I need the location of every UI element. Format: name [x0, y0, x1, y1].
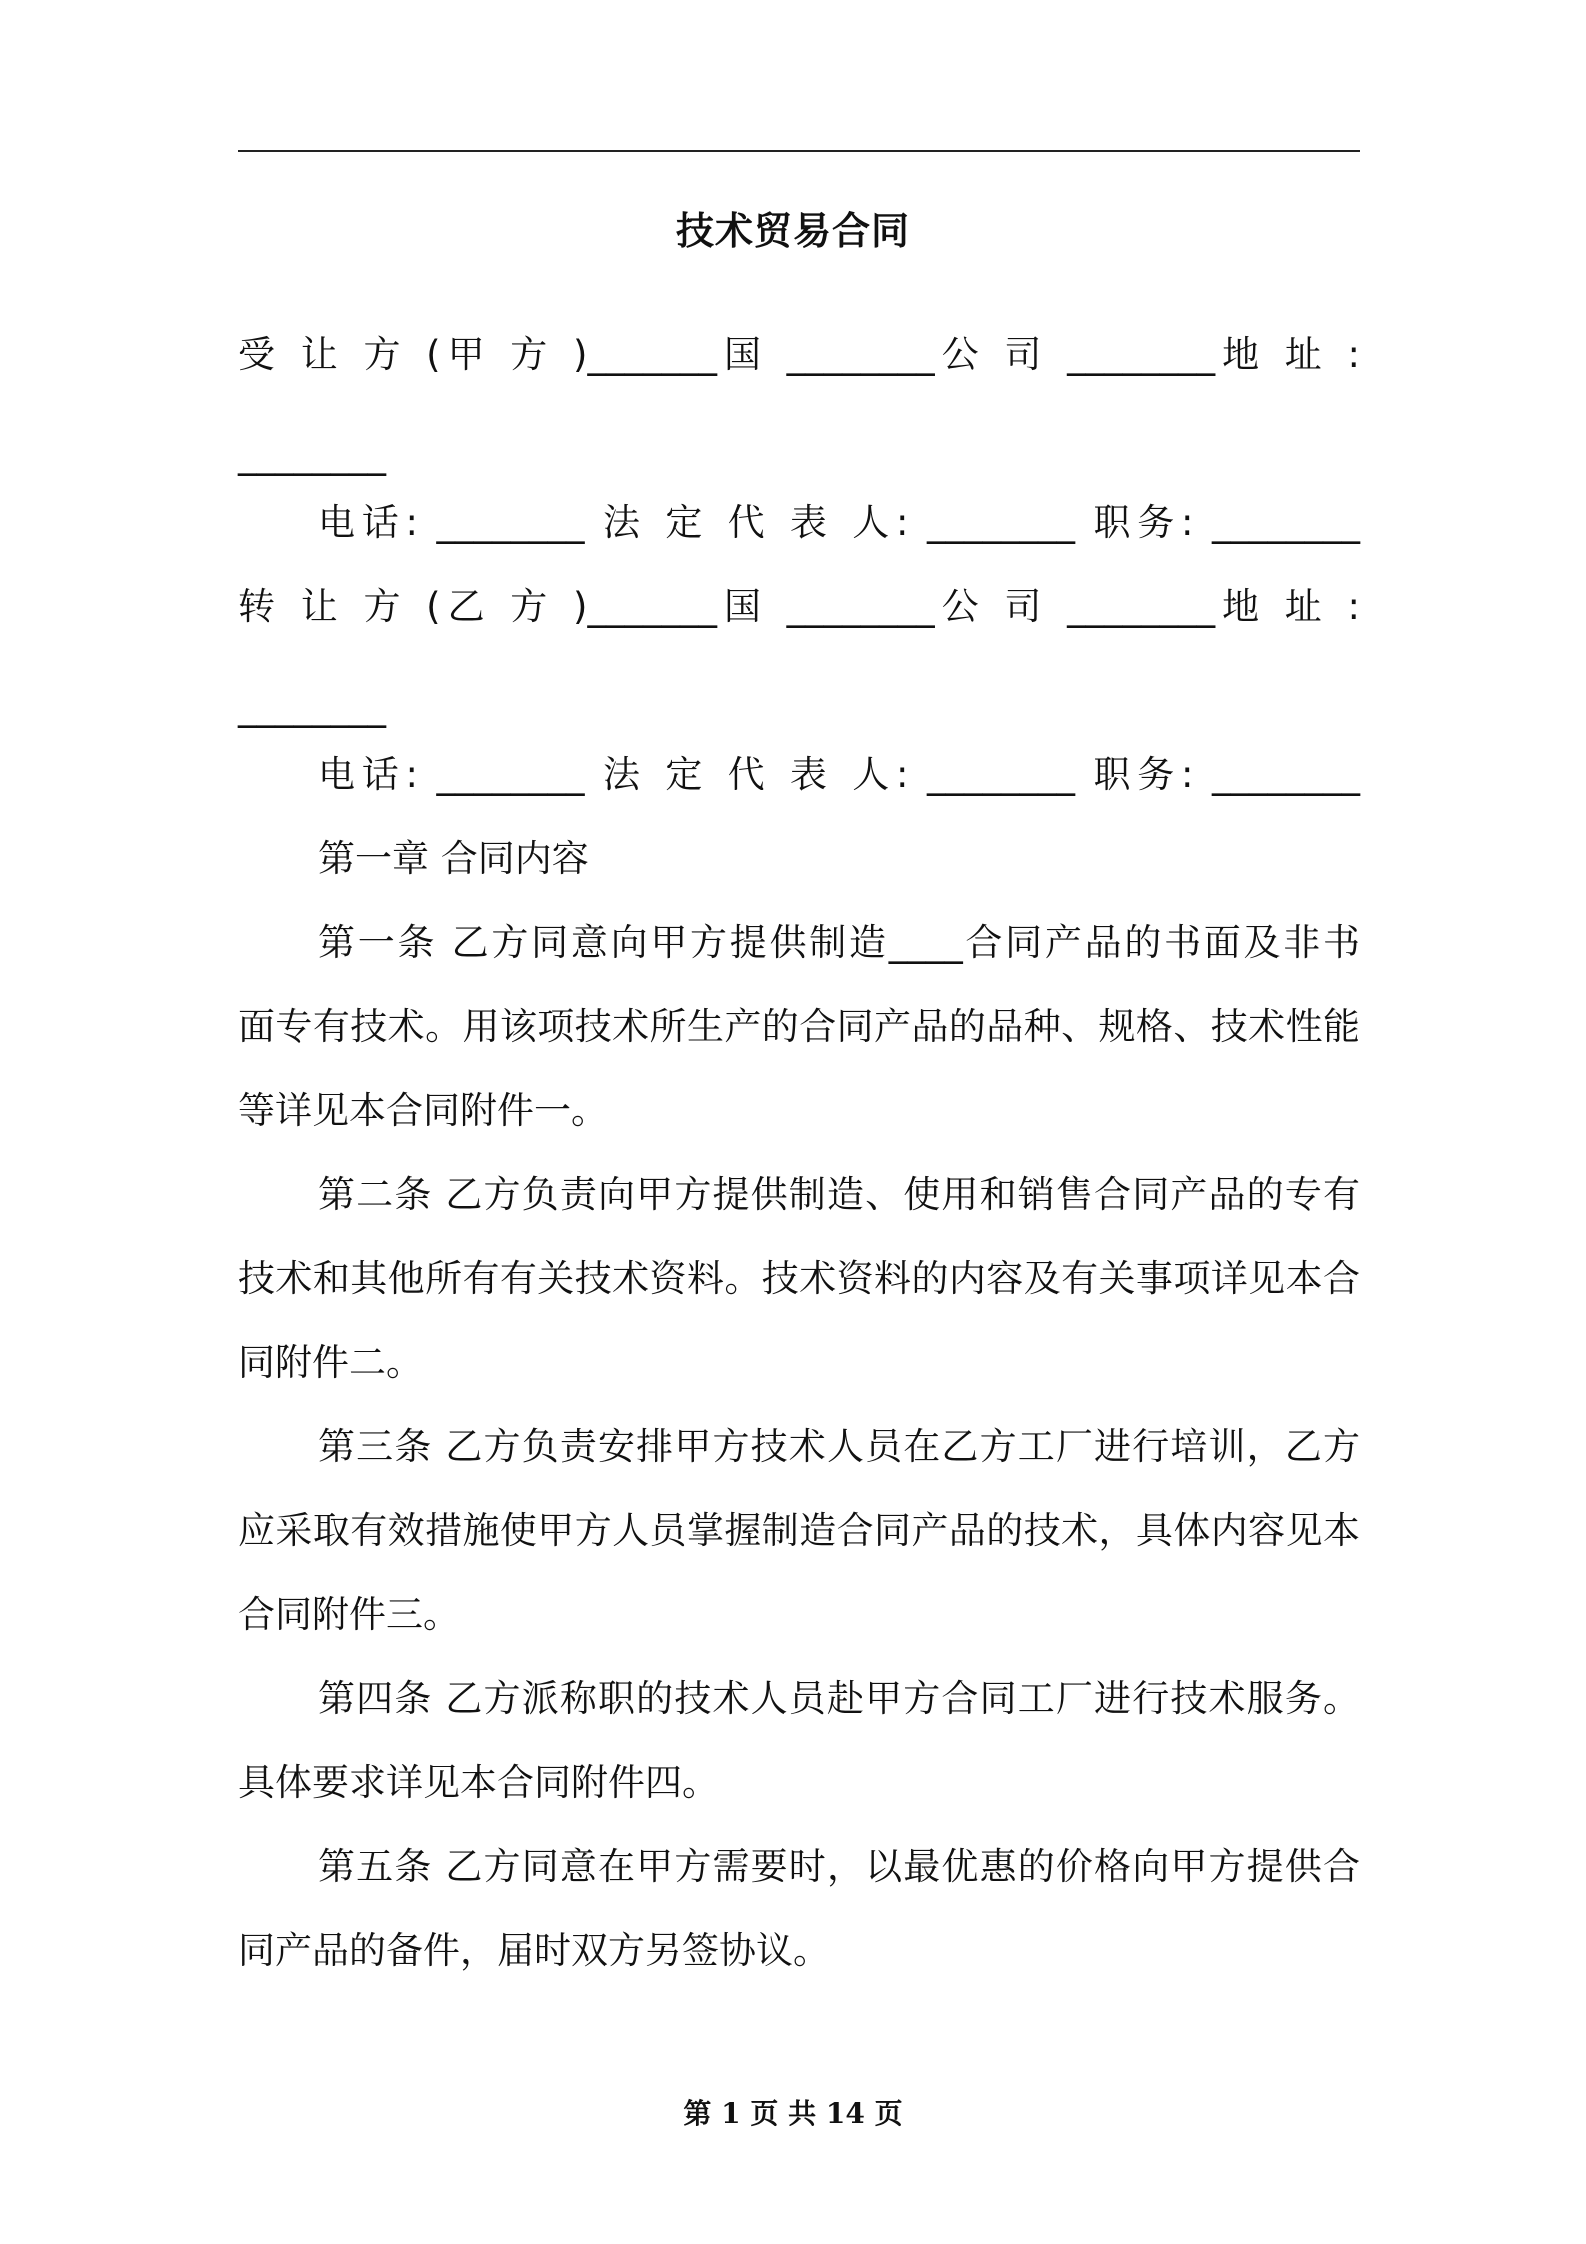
- page-footer: 第 1 页 共 14 页: [683, 2097, 903, 2130]
- party-a-line-1: 受 让 方 (甲 方 )_______国 ________公 司 ________地 址 :: [238, 333, 1360, 376]
- article-3-line-2: 应采取有效措施使甲方人员掌握制造合同产品的技术，具体内容见本: [238, 1509, 1360, 1552]
- header-rule: [238, 150, 1360, 152]
- article-2-line-2: 技术和其他所有有关技术资料。技术资料的内容及有关事项详见本合: [238, 1257, 1360, 1300]
- document-title: 技术贸易合同: [675, 209, 910, 253]
- article-4-line-2: 具体要求详见本合同附件四。: [238, 1761, 719, 1804]
- party-b-line-1: 转 让 方 (乙 方 )_______国 ________公 司 ________地 址 :: [238, 585, 1360, 628]
- article-2-line-3: 同附件二。: [238, 1341, 423, 1384]
- party-b-line-2: 电话: ________ 法 定 代 表 人: ________ 职务: ________: [318, 753, 1360, 796]
- article-3-line-1: 第三条 乙方负责安排甲方技术人员在乙方工厂进行培训，乙方: [318, 1425, 1360, 1468]
- article-4-line-1: 第四条 乙方派称职的技术人员赴甲方合同工厂进行技术服务。: [318, 1677, 1360, 1720]
- article-5-line-1: 第五条 乙方同意在甲方需要时，以最优惠的价格向甲方提供合: [318, 1845, 1360, 1888]
- chapter-heading: 第一章 合同内容: [318, 837, 589, 880]
- article-1-line-2: 面专有技术。用该项技术所生产的合同产品的品种、规格、技术性能: [238, 1005, 1360, 1048]
- party-b-address-blank: ________: [238, 685, 386, 728]
- party-a-line-2: 电话: ________ 法 定 代 表 人: ________ 职务: ________: [318, 501, 1360, 544]
- article-3-line-3: 合同附件三。: [238, 1593, 460, 1636]
- party-a-address-blank: ________: [238, 433, 386, 476]
- article-5-line-2: 同产品的备件，届时双方另签协议。: [238, 1929, 830, 1972]
- article-1-line-1: 第一条 乙方同意向甲方提供制造____合同产品的书面及非书: [318, 921, 1360, 964]
- article-1-line-3: 等详见本合同附件一。: [238, 1089, 608, 1132]
- article-2-line-1: 第二条 乙方负责向甲方提供制造、使用和销售合同产品的专有: [318, 1173, 1360, 1216]
